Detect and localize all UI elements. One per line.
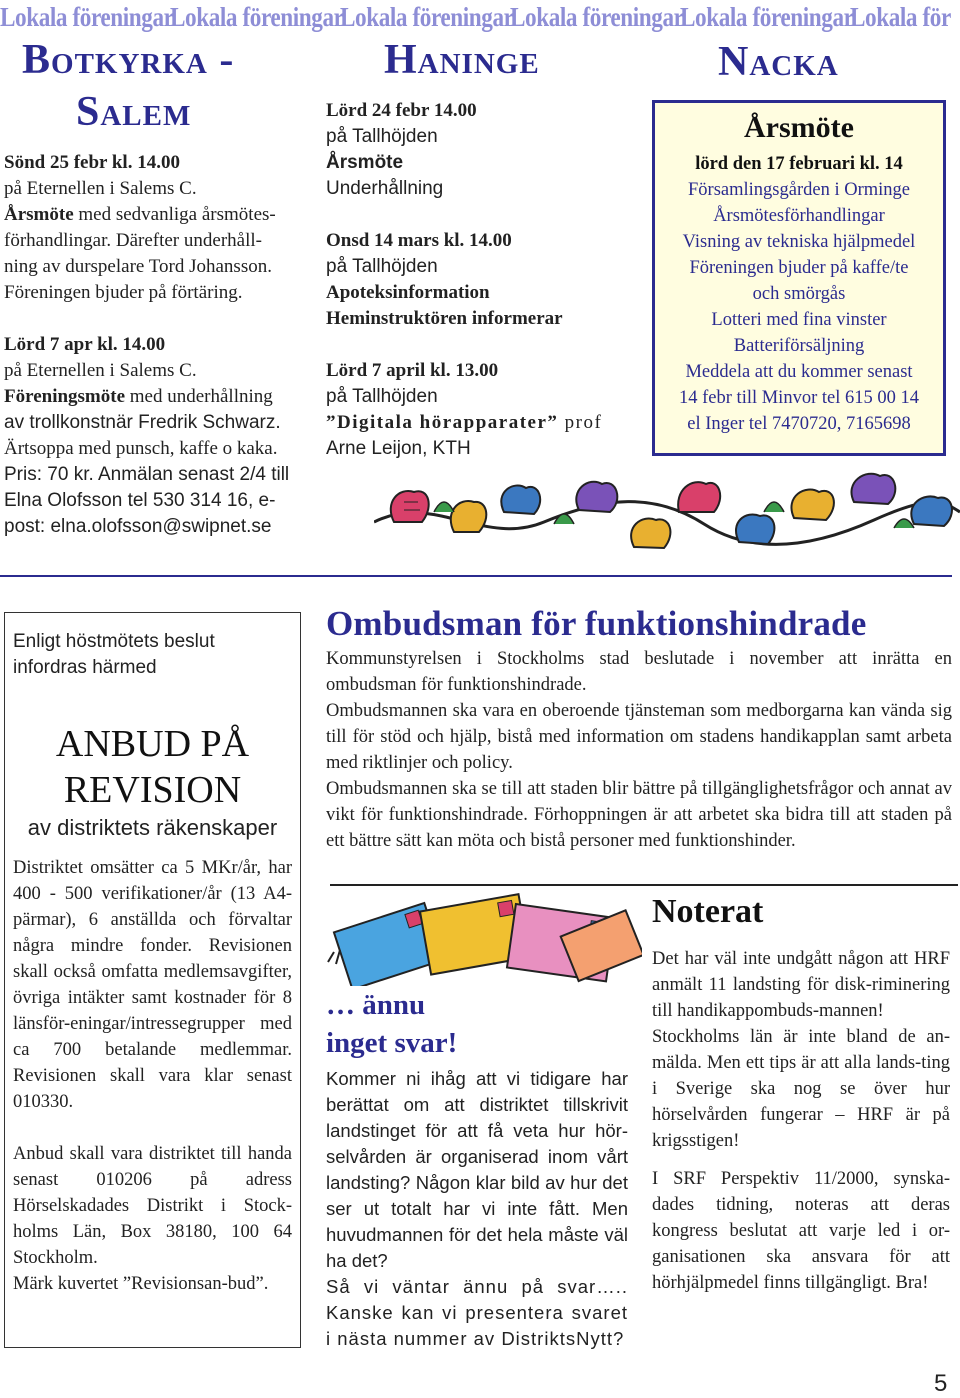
event-text: Föreningen bjuder på förtäring. (4, 282, 243, 303)
botkyrka-events (4, 150, 300, 540)
event-date: Onsd 14 mars kl. 14.00 (326, 230, 512, 251)
no-answer-paragraph: Kommer ni ihåg att vi tidigare har berättat om att distriktet tillskrivit landstinget för att få veta hur hör-selvården är organiserad inom vårt landsting? Någon klar bild av hur det ser ut totalt har vi inte fått. Men huvudmannen för det hela måste väl ha det? (326, 1068, 628, 1271)
article-divider (330, 884, 958, 886)
event-text: post: elna.olofsson@swipnet.se (4, 516, 272, 537)
noted-body (652, 946, 950, 1296)
ombudsman-paragraph: Ombudsmannen ska se till att staden blir bättre på tillgänglighetsfrågor och annat av vikt för funktionshindrade. Förhoppningen är att arbetet ska bidra till att staden på ett bättre sätt kan möta och bistå personer med funktionshinder. (326, 779, 952, 851)
letters-illustration (326, 892, 642, 986)
event-date: Lörd 24 febr 14.00 (326, 100, 477, 121)
event-text: Pris: 70 kr. Anmälan senast 2/4 till (4, 464, 290, 485)
intro-line: Enligt höstmötets beslut (13, 631, 215, 652)
ombudsman-paragraph: Ombudsmannen ska vara en oberoende tjänsteman som medborgarna kan vända sig till för stöd och hjälp, bistå med information om stadens handikapplan samt arbeta med riktlinjer och policy. (326, 701, 952, 773)
event-title: ”Digitala hörapparater” (326, 412, 559, 433)
event-place: på Eternellen i Salems C. (4, 360, 197, 381)
info-line: och smörgås (752, 284, 846, 304)
page-number: 5 (934, 1370, 948, 1397)
event-text: förhandlingar. Därefter underhåll- (4, 230, 262, 251)
event-text: av trollkonstnär Fredrik Schwarz. (4, 412, 281, 433)
info-line: Årsmötesförhandlingar (713, 206, 885, 226)
banner-item: Lokala för (850, 2, 951, 32)
no-answer-paragraph: Så vi väntar ännu på svar….. Kanske kan vi presentera svaret i nästa nummer av DistriktsNytt? (326, 1276, 628, 1349)
event-text: prof (558, 412, 603, 433)
info-line: Församlingsgården i Orminge (688, 180, 910, 200)
noted-paragraph: Det har väl inte undgått någon att HRF anmält 11 landsting för disk-riminering till handikappombuds-mannen! (652, 949, 950, 1021)
event-note: Underhållning (326, 178, 444, 199)
event-title: Heminstruktören informerar (326, 308, 563, 329)
noted-title: Noterat (652, 893, 764, 930)
event-title: Årsmöte (326, 152, 404, 173)
event-title: Föreningsmöte (4, 386, 126, 407)
event-text: ning av durspelare Tord Johansson. (4, 256, 272, 277)
event-place: på Tallhöjden (326, 256, 438, 277)
info-line: el Inger tel 7470720, 7165698 (687, 414, 911, 434)
event-place: på Tallhöjden (326, 126, 438, 147)
event-title: Årsmöte (4, 204, 74, 225)
box-title: Årsmöte (744, 111, 854, 144)
tender-paragraph: Anbud skall vara distriktet till handa senast 010206 på adress Hörselskadades Distrikt i Stock-holms Län, Box 38180, 100 64 Stockholm. (13, 1144, 292, 1268)
ombudsman-body (326, 646, 952, 854)
no-answer-title (326, 986, 457, 1062)
tender-title-line: ANBUD PÅ (55, 723, 250, 765)
botkyrka-heading-line1: Botkyrka - (22, 37, 235, 83)
botkyrka-heading-line2: Salem (76, 89, 192, 135)
ombudsman-paragraph: Kommunstyrelsen i Stockholms stad beslutade i november att inrätta en ombudsman för funktionshindrade. (326, 649, 952, 695)
no-answer-body (326, 1066, 628, 1352)
tender-paragraph: Distriktet omsätter ca 5 MKr/år, har 400 - 500 verifikationer/år (13 A4-pärmar), 6 anställda och förvaltar några mindre fonder. Revisionen skall också omfatta medlemsavgifter, övriga intäkter samt kostnader för 8 länsför-eningar/intressegrupper med ca 700 betalande medlemmar. Revisionen skall vara klar senast 010330. (13, 858, 292, 1112)
banner-item: Lokala föreningar (680, 2, 854, 32)
banner-item: Lokala föreningar (510, 2, 684, 32)
floral-border-illustration (374, 452, 960, 556)
event-person: Arne Leijon, KTH (326, 438, 471, 459)
ombudsman-title: Ombudsman för funktionshindrade (326, 604, 867, 643)
noted-paragraph: I SRF Perspektiv 11/2000, synska-dades tidning, noteras att deras kongress beslutat att varje led i or-ganisationen ska ansvara för att hörhjälpmedel finns tillgängligt. Bra! (652, 1169, 950, 1293)
tulip-icon (391, 491, 429, 522)
section-banner (0, 2, 960, 32)
info-line: Föreningen bjuder på kaffe/te (689, 258, 909, 278)
tender-title-line: REVISION (63, 769, 242, 811)
title-line: … ännu (326, 989, 426, 1021)
banner-item: Lokala föreningar (340, 2, 514, 32)
meeting-date: lörd den 17 februari kl. 14 (695, 154, 903, 174)
event-place: på Eternellen i Salems C. (4, 178, 197, 199)
intro-line: infordras härmed (13, 657, 157, 678)
event-text: Ärtsoppa med punsch, kaffe o kaka. (4, 438, 278, 459)
info-line: 14 febr till Minvor tel 615 00 14 (679, 388, 919, 408)
event-text: med sedvanliga årsmötes- (73, 204, 276, 225)
event-date: Lörd 7 april kl. 13.00 (326, 360, 499, 381)
section-divider (0, 575, 952, 577)
event-date: Sönd 25 febr kl. 14.00 (4, 152, 180, 173)
event-title: Apoteksinformation (326, 282, 490, 303)
event-text: Elna Olofsson tel 530 314 16, e- (4, 490, 276, 511)
haninge-heading: Haninge (384, 37, 540, 83)
info-line: Visning av tekniska hjälpmedel (682, 232, 916, 252)
tender-paragraph: Märk kuvertet ”Revisionsan-bud”. (13, 1274, 269, 1294)
info-line: Batteriförsäljning (733, 336, 865, 356)
noted-paragraph: Stockholms län är inte bland de an-mälda. Men ett tips är att alla lands-ting i Sverige ska nog se över hur hörselvården fungerar – HRF är på krigsstigen! (652, 1027, 950, 1151)
info-line: Meddela att du kommer senast (685, 362, 913, 382)
nacka-annual-meeting-box (652, 100, 946, 456)
event-text: med underhållning (125, 386, 273, 407)
nacka-heading: Nacka (718, 39, 839, 85)
event-date: Lörd 7 apr kl. 14.00 (4, 334, 166, 355)
event-place: på Tallhöjden (326, 386, 438, 407)
haninge-events (326, 98, 642, 462)
info-line: Lotteri med fina vinster (711, 310, 887, 330)
title-line: inget svar! (326, 1027, 458, 1059)
tender-notice-box (4, 612, 301, 1348)
tender-subtitle: av distriktets räkenskaper (27, 815, 278, 840)
banner-item: Lokala föreningar (0, 2, 174, 32)
banner-item: Lokala föreningar (170, 2, 344, 32)
